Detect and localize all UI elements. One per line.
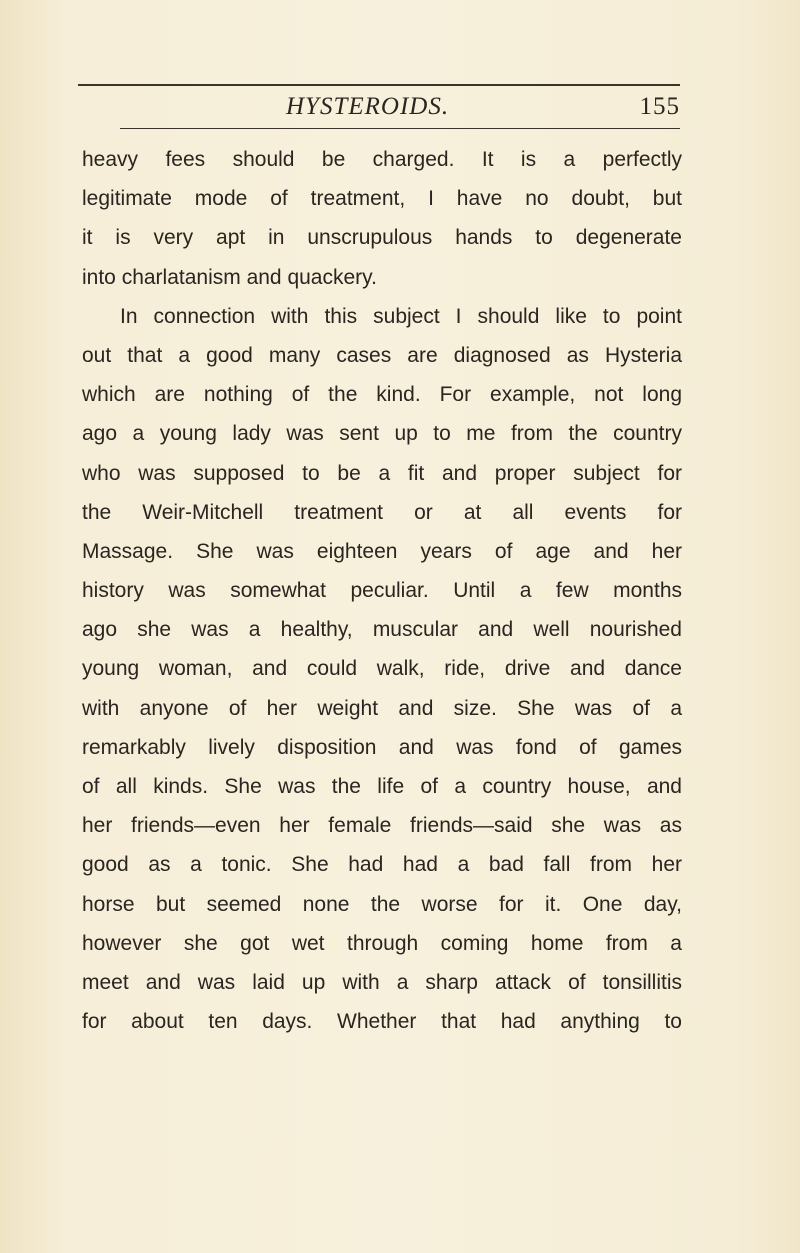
text-line: it is very apt in unscrupulous hands to degenerate xyxy=(82,226,682,250)
text-line: history was somewhat peculiar. Until a few months xyxy=(82,579,682,603)
text-line: her friends—even her female friends—said she was as xyxy=(82,814,682,838)
text-line: which are nothing of the kind. For example, not long xyxy=(82,383,682,407)
text-line: In connection with this subject I should like to point xyxy=(120,304,682,328)
running-head-title: HYSTEROIDS. xyxy=(286,93,450,120)
text-line: into charlatanism and quackery. xyxy=(82,265,377,289)
body-text xyxy=(82,140,682,1041)
header-rule-bottom xyxy=(120,128,680,129)
text-line: heavy fees should be charged. It is a perfectly xyxy=(82,148,682,171)
text-line: legitimate mode of treatment, I have no doubt, but xyxy=(82,187,682,211)
text-line: good as a tonic. She had had a bad fall from her xyxy=(82,853,682,877)
text-line: Massage. She was eighteen years of age and her xyxy=(82,539,682,563)
text-line: the Weir-Mitchell treatment or at all events for xyxy=(82,500,682,524)
text-line: remarkably lively disposition and was fond of games xyxy=(82,735,682,759)
text-line: young woman, and could walk, ride, drive and dance xyxy=(82,657,682,681)
text-line: however she got wet through coming home from a xyxy=(82,931,682,955)
text-line: meet and was laid up with a sharp attack of tonsillitis xyxy=(82,970,682,994)
text-line: with anyone of her weight and size. She was of a xyxy=(82,696,682,720)
text-line: out that a good many cases are diagnosed as Hysteria xyxy=(82,343,682,367)
running-head xyxy=(78,92,680,126)
text-line: ago she was a healthy, muscular and well nourished xyxy=(82,618,682,642)
text-line: of all kinds. She was the life of a country house, and xyxy=(82,775,682,798)
text-line: for about ten days. Whether that had anything to xyxy=(82,1010,682,1034)
text-line: who was supposed to be a fit and proper subject for xyxy=(82,461,682,485)
text-line: ago a young lady was sent up to me from the country xyxy=(82,422,682,446)
page-number: 155 xyxy=(639,93,680,120)
text-line: horse but seemed none the worse for it. One day, xyxy=(82,892,682,916)
header-rule-top xyxy=(78,84,680,86)
